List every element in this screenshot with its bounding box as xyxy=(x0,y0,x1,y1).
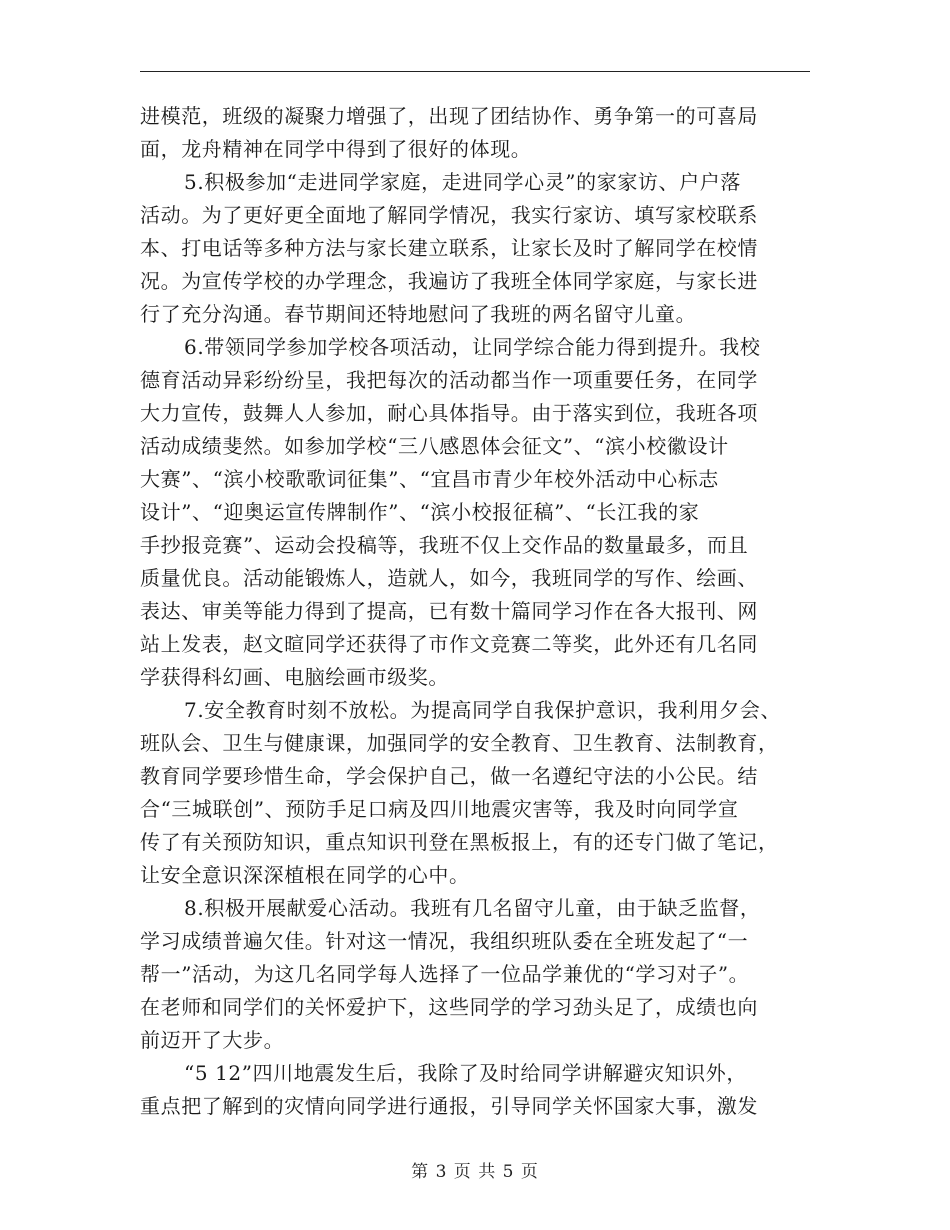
text-line: 本、打电话等多种方法与家长建立联系，让家长及时了解同学在校情 xyxy=(140,236,758,260)
paragraph-first-line: 5.积极参加“走进同学家庭，走进同学心灵”的家家访、户户落 xyxy=(184,170,741,194)
text-line: 活动。为了更好更全面地了解同学情况，我实行家访、填写家校联系 xyxy=(140,203,758,227)
text-line: 传了有关预防知识，重点知识刊登在黑板报上，有的还专门做了笔记， xyxy=(140,830,779,854)
text-line: 合“三城联创”、预防手足口病及四川地震灾害等，我及时向同学宣 xyxy=(140,797,739,821)
text-line: 学习成绩普遍欠佳。针对这一情况，我组织班队委在全班发起了“一 xyxy=(140,929,749,953)
paragraph-first-line: 7.安全教育时刻不放松。为提高同学自我保护意识，我利用夕会、 xyxy=(184,698,782,722)
text-line: 大赛”、“滨小校歌歌词征集”、“宜昌市青少年校外活动中心标志 xyxy=(140,467,719,491)
text-line: 重点把了解到的灾情向同学进行通报，引导同学关怀国家大事，激发 xyxy=(140,1094,758,1118)
text-line: 设计”、“迎奥运宣传牌制作”、“滨小校报征稿”、“长江我的家 xyxy=(140,500,700,524)
text-line: 学获得科幻画、电脑绘画市级奖。 xyxy=(140,665,449,689)
text-line: 表达、审美等能力得到了提高，已有数十篇同学习作在各大报刊、网 xyxy=(140,599,758,623)
text-line: 进模范，班级的凝聚力增强了，出现了团结协作、勇争第一的可喜局 xyxy=(140,104,758,128)
paragraph-first-line: “5 12”四川地震发生后，我除了及时给同学讲解避灾知识外， xyxy=(184,1061,747,1085)
header-rule xyxy=(140,71,810,72)
text-line: 教育同学要珍惜生命，学会保护自己，做一名遵纪守法的小公民。结 xyxy=(140,764,758,788)
text-line: 大力宣传，鼓舞人人参加，耐心具体指导。由于落实到位，我班各项 xyxy=(140,401,758,425)
text-line: 在老师和同学们的关怀爱护下，这些同学的学习劲头足了，成绩也向 xyxy=(140,995,758,1019)
text-line: 站上发表，赵文暄同学还获得了市作文竞赛二等奖，此外还有几名同 xyxy=(140,632,758,656)
text-line: 帮一”活动，为这几名同学每人选择了一位品学兼优的“学习对子”。 xyxy=(140,962,750,986)
text-line: 质量优良。活动能锻炼人，造就人，如今，我班同学的写作、绘画、 xyxy=(140,566,758,590)
text-line: 面，龙舟精神在同学中得到了很好的体现。 xyxy=(140,137,532,161)
text-line: 前迈开了大步。 xyxy=(140,1028,285,1052)
text-line: 德育活动异彩纷纷呈，我把每次的活动都当作一项重要任务，在同学 xyxy=(140,368,758,392)
paragraph-first-line: 8.积极开展献爱心活动。我班有几名留守儿童，由于缺乏监督， xyxy=(184,896,761,920)
paragraph-first-line: 6.带领同学参加学校各项活动，让同学综合能力得到提升。我校 xyxy=(184,335,761,359)
text-line: 班队会、卫生与健康课，加强同学的安全教育、卫生教育、法制教育， xyxy=(140,731,779,755)
text-line: 行了充分沟通。春节期间还特地慰问了我班的两名留守儿童。 xyxy=(140,302,697,326)
text-line: 况。为宣传学校的办学理念，我遍访了我班全体同学家庭，与家长进 xyxy=(140,269,758,293)
text-line: 让安全意识深深植根在同学的心中。 xyxy=(140,863,470,887)
text-line: 手抄报竞赛”、运动会投稿等，我班不仅上交作品的数量最多，而且 xyxy=(140,533,749,557)
page-footer: 第 3 页 共 5 页 xyxy=(411,1162,539,1182)
document-body xyxy=(140,100,810,1123)
text-line: 活动成绩斐然。如参加学校“三八感恩体会征文”、“滨小校徽设计 xyxy=(140,434,729,458)
